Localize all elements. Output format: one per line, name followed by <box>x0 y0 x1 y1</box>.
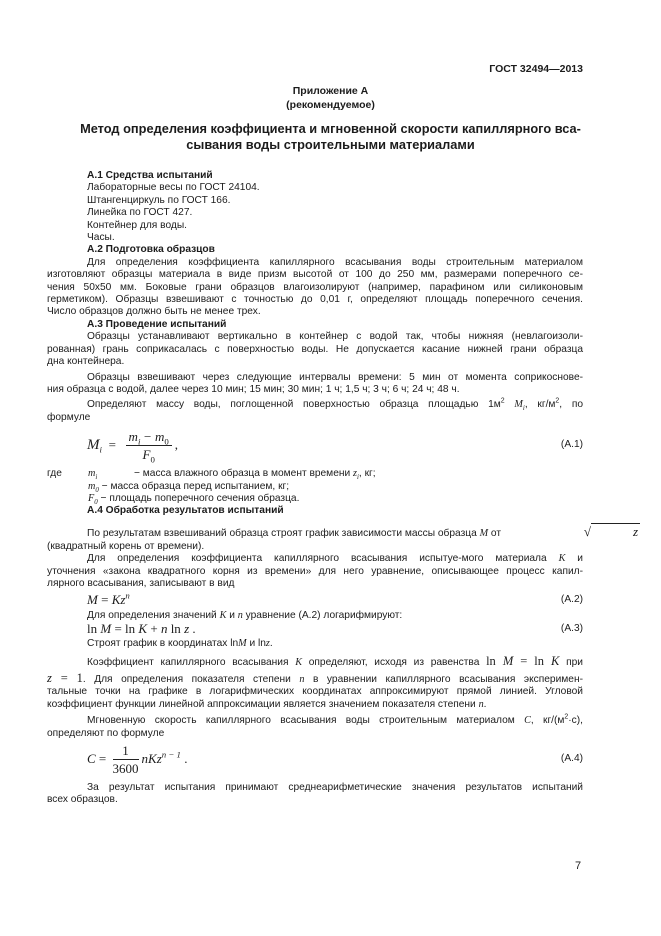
equipment-item: Линейка по ГОСТ 427. <box>87 207 193 219</box>
a4-p6-n: n <box>299 674 305 685</box>
equation-a4-body <box>87 743 187 776</box>
text-line: определяют по формуле <box>47 727 165 739</box>
equipment-item: Контейнер для воды. <box>87 219 187 231</box>
section-a2-heading: А.2 Подготовка образцов <box>87 244 215 256</box>
a4-p6-l3-n: n <box>478 698 484 710</box>
eq-a3-plus: + <box>147 621 161 637</box>
eq-a4-z: z <box>156 750 162 766</box>
text-line: Образцы взвешивают через следующие интервалы времени: 5 мин от момента соприкоснове- <box>87 371 583 383</box>
equation-a3 <box>47 623 583 635</box>
equation-a3-label: (А.3) <box>560 623 583 635</box>
legend-zi-var: z <box>353 468 357 480</box>
legend-where: где <box>47 468 62 480</box>
a4-p3-a: Для определения значений <box>87 609 220 621</box>
legend-f0-desc: − площадь поперечного сечения образца. <box>97 492 300 504</box>
text-line <box>47 699 583 711</box>
eq-a3-ln3: ln <box>167 621 185 637</box>
a4-p6-z: z <box>47 671 52 685</box>
eq-a4-n: n <box>141 750 149 766</box>
text-line: Образцы устанавливают вертикально в контейнер с водой так, чтобы нижняя (невлагоизоли- <box>87 331 583 343</box>
eq-a1-num-a-sub: i <box>137 436 141 447</box>
legend-f0-sub: 0 <box>94 498 98 506</box>
text-line: (квадратный корень от времени). <box>47 540 205 552</box>
eq-a1-minus: − <box>144 429 152 445</box>
legend-mi-sub: i <box>95 474 98 482</box>
a4-p2-var: K <box>558 553 566 565</box>
a4-p5-k: K <box>295 657 303 668</box>
eq-a4-exp: n − 1 <box>161 749 181 760</box>
annex-header <box>0 84 661 112</box>
eq-a2-k: K <box>111 592 121 608</box>
a4-p7-c: С <box>524 715 531 727</box>
equation-a2-label: (А.2) <box>560 594 583 606</box>
a4-p6-a: . Для определения показателя степени <box>82 674 300 685</box>
mass-text: Определяют массу воды, поглощенной поверхностью образца площадью 1м <box>87 399 501 411</box>
equation-a2-body <box>87 591 130 608</box>
eq-a3-z: z <box>184 621 190 637</box>
a4-p6-l3-b: . <box>483 698 487 710</box>
text-line: изготовляют образцы материала в виде призм высотой от 100 до 250 мм, размерами поперечного се- <box>47 269 583 281</box>
a4-p5-eq-m: M <box>502 654 514 668</box>
method-title <box>40 121 621 153</box>
text-line <box>47 672 583 686</box>
mass-definition-line <box>47 399 583 411</box>
mass-var-sub: i <box>522 405 525 413</box>
eq-a1-fraction <box>126 429 172 465</box>
eq-a1-lhs-sub: i <box>99 444 102 455</box>
a4-p2-a: Для определения коэффициента капиллярного всасывания испытуе-мого материала <box>87 553 559 565</box>
text-line: рованная) грань соприкасалась с поверхностью воды. Не допускается касание нижней грани образца <box>47 343 583 355</box>
equation-a1-label: (А.1) <box>560 439 583 451</box>
text-line: Число образцов должно быть не менее трех. <box>47 306 261 318</box>
legend-row-f0 <box>47 493 583 505</box>
annex-status: (рекомендуемое) <box>286 99 375 111</box>
method-title-line1: Метод определения коэффициента и мгновенной скорости капиллярного вса- <box>80 121 581 136</box>
eq-a4-lhs: C <box>87 750 96 766</box>
sqrt-z <box>504 523 640 539</box>
a4-p5-b: определяют, исходя из равенства <box>302 657 487 668</box>
eq-a2-equals: = <box>97 592 112 608</box>
eq-a4-tail: . <box>180 750 188 766</box>
eq-a3-n: n <box>160 621 168 637</box>
eq-a1-lhs: M <box>87 437 100 454</box>
a4-p5-eq-ln1: ln <box>486 654 503 668</box>
mass-sup: 2 <box>500 397 505 405</box>
equation-a3-body <box>87 623 196 635</box>
a4-p4-a: Строят график в координатах ln <box>87 637 239 649</box>
standard-number: ГОСТ 32494—2013 <box>489 63 583 75</box>
section-a4-heading: А.4 Обработка результатов испытаний <box>87 505 284 517</box>
eq-a1-num-b: m <box>154 429 165 445</box>
legend-f0-var: F <box>88 492 95 504</box>
text-line: За результат испытания принимают среднеарифметические значения результатов испытаний <box>87 782 583 794</box>
legend-row-m0 <box>47 481 583 493</box>
eq-a1-denominator <box>126 446 172 465</box>
mass-tail: , по <box>559 399 584 411</box>
eq-a2-exp: n <box>125 591 130 602</box>
eq-a1-den-sub: 0 <box>150 454 155 465</box>
a4-p3-k: K <box>219 609 227 621</box>
mass-var-letter: M <box>514 399 523 411</box>
eq-a2-z: z <box>120 592 126 608</box>
legend-zi-sub: i <box>356 474 359 482</box>
eq-a3-tail: . <box>189 621 196 637</box>
a4-p4-b: и ln <box>246 637 266 649</box>
a4-p5-c: при <box>559 657 583 668</box>
text-line: всех образцов. <box>47 794 118 806</box>
eq-a1-den: F <box>142 447 151 463</box>
legend-m0 <box>88 481 99 492</box>
mass-unit: , кг/м <box>524 399 556 411</box>
a4-p5-a: Коэффициент капиллярного всасывания <box>87 657 296 668</box>
legend-mi-var: m <box>88 468 96 480</box>
a4-p1-text: По результатам взвешиваний образца строят график зависимости массы образца <box>87 527 480 539</box>
a4-p4-m: M <box>238 637 247 649</box>
equation-a4 <box>47 743 583 776</box>
a4-p5-eq-ln2: = ln <box>513 654 552 668</box>
equation-a2 <box>47 591 583 608</box>
sqrt-icon: √ <box>583 523 592 539</box>
eq-a1-num-b-sub: 0 <box>164 436 169 447</box>
text-line <box>47 523 639 541</box>
a4-p4-z: z <box>265 637 270 649</box>
equipment-item: Часы. <box>87 232 115 244</box>
text-line: тальные точки на графике в логарифмических координатах аппроксимируют прямой линией. Угловой <box>47 686 583 698</box>
method-title-line2: сывания воды строительными материалами <box>186 137 475 152</box>
eq-a1-equals: = <box>108 437 116 453</box>
eq-a3-ln1: ln <box>87 621 101 637</box>
legend-f0 <box>88 493 98 504</box>
legend-mi <box>88 468 134 480</box>
eq-a4-fraction <box>113 743 139 776</box>
a4-p7-b: , кг/(м <box>530 715 565 727</box>
text-line: уточнения «закона квадратного корня из времени» для него уравнение, описывающее процесс капил- <box>47 565 583 577</box>
legend-row-mi <box>47 468 583 480</box>
a4-p1-from: от <box>488 527 504 539</box>
a4-p3-and: и <box>226 609 238 621</box>
eq-a4-numerator: 1 <box>113 743 139 760</box>
text-line: ния образца с водой, далее через 10 мин; 15 мин; 30 мин; 1 ч; 1,5 ч; 3 ч; 6 ч; 24 ч; 48 ч. <box>47 383 460 395</box>
eq-a4-denominator: 3600 <box>112 761 139 777</box>
section-a3-heading: А.3 Проведение испытаний <box>87 318 227 330</box>
text-line <box>47 715 583 727</box>
equation-a1-body <box>87 429 179 465</box>
text-line <box>47 638 583 650</box>
a4-p3-b: уравнение (А.2) логарифмируют: <box>242 609 403 621</box>
text-line: дна контейнера. <box>47 356 125 368</box>
equipment-item: Штангенциркуль по ГОСТ 166. <box>87 194 231 206</box>
eq-a4-k: K <box>148 750 157 766</box>
a4-p6-l3-a: коэффициент функции линейной аппроксимации является значением показателя степени <box>47 698 479 710</box>
text-line <box>47 553 583 565</box>
a4-p6-eq: = 1 <box>51 671 83 685</box>
a4-p3-n: n <box>237 609 243 621</box>
text-line: лярного всасывания, записывают в вид <box>47 577 235 589</box>
section-a1-heading: А.1 Средства испытаний <box>87 170 213 181</box>
legend-mi-desc: − масса влажного образца в момент времени <box>134 468 354 480</box>
equipment-item: Лабораторные весы по ГОСТ 24104. <box>87 182 260 194</box>
a4-p4-c: . <box>269 637 273 649</box>
text-line: герметиком). Образцы взвешивают с точностью до 0,01 г, определяют площадь поперечного сечения. <box>47 294 583 306</box>
eq-a4-equals: = <box>95 750 110 766</box>
eq-a2-lhs: M <box>87 592 98 608</box>
page-number: 7 <box>575 860 582 872</box>
equation-a1 <box>47 429 583 465</box>
document-body <box>47 170 639 807</box>
eq-a1-num-a: m <box>128 429 138 445</box>
mass-var <box>514 399 525 413</box>
a4-p2-b: и <box>565 553 583 565</box>
a4-p6-b: в уравнении капиллярного всасывания эксперимен- <box>304 674 583 685</box>
text-line: чения 50х50 мм. Боковые грани образцов влагоизолируют (например, парафином или силиконовым <box>47 281 583 293</box>
eq-a3-k: K <box>138 621 148 637</box>
annex-title: Приложение А <box>292 85 369 97</box>
sqrt-radicand: z <box>591 523 640 539</box>
eq-a1-numerator <box>126 429 172 446</box>
a4-p7-d: ·с), <box>568 715 583 727</box>
legend-m0-var: m <box>88 480 96 492</box>
text-line: формуле <box>47 411 91 423</box>
eq-a3-ln2: = ln <box>111 621 139 637</box>
mass-unit-sup: 2 <box>555 397 560 405</box>
a4-p1-var: M <box>479 527 489 539</box>
eq-a3-m: M <box>100 621 112 637</box>
legend-mi-tail: , кг; <box>358 468 376 480</box>
equation-a4-label: (А.4) <box>560 753 583 765</box>
eq-a1-tail: , <box>174 437 179 453</box>
text-line: Для определения коэффициента капиллярного всасывания воды строительным материалом <box>87 256 583 268</box>
a4-p7-sup: 2 <box>564 713 569 721</box>
a4-p7-a: Мгновенную скорость капиллярного всасывания воды строительным материалом <box>87 715 525 727</box>
legend-m0-sub: 0 <box>95 486 99 494</box>
a4-p5-eq-k: K <box>551 654 560 668</box>
text-line <box>47 654 583 670</box>
legend-m0-desc: − масса образца перед испытанием, кг; <box>98 480 290 492</box>
